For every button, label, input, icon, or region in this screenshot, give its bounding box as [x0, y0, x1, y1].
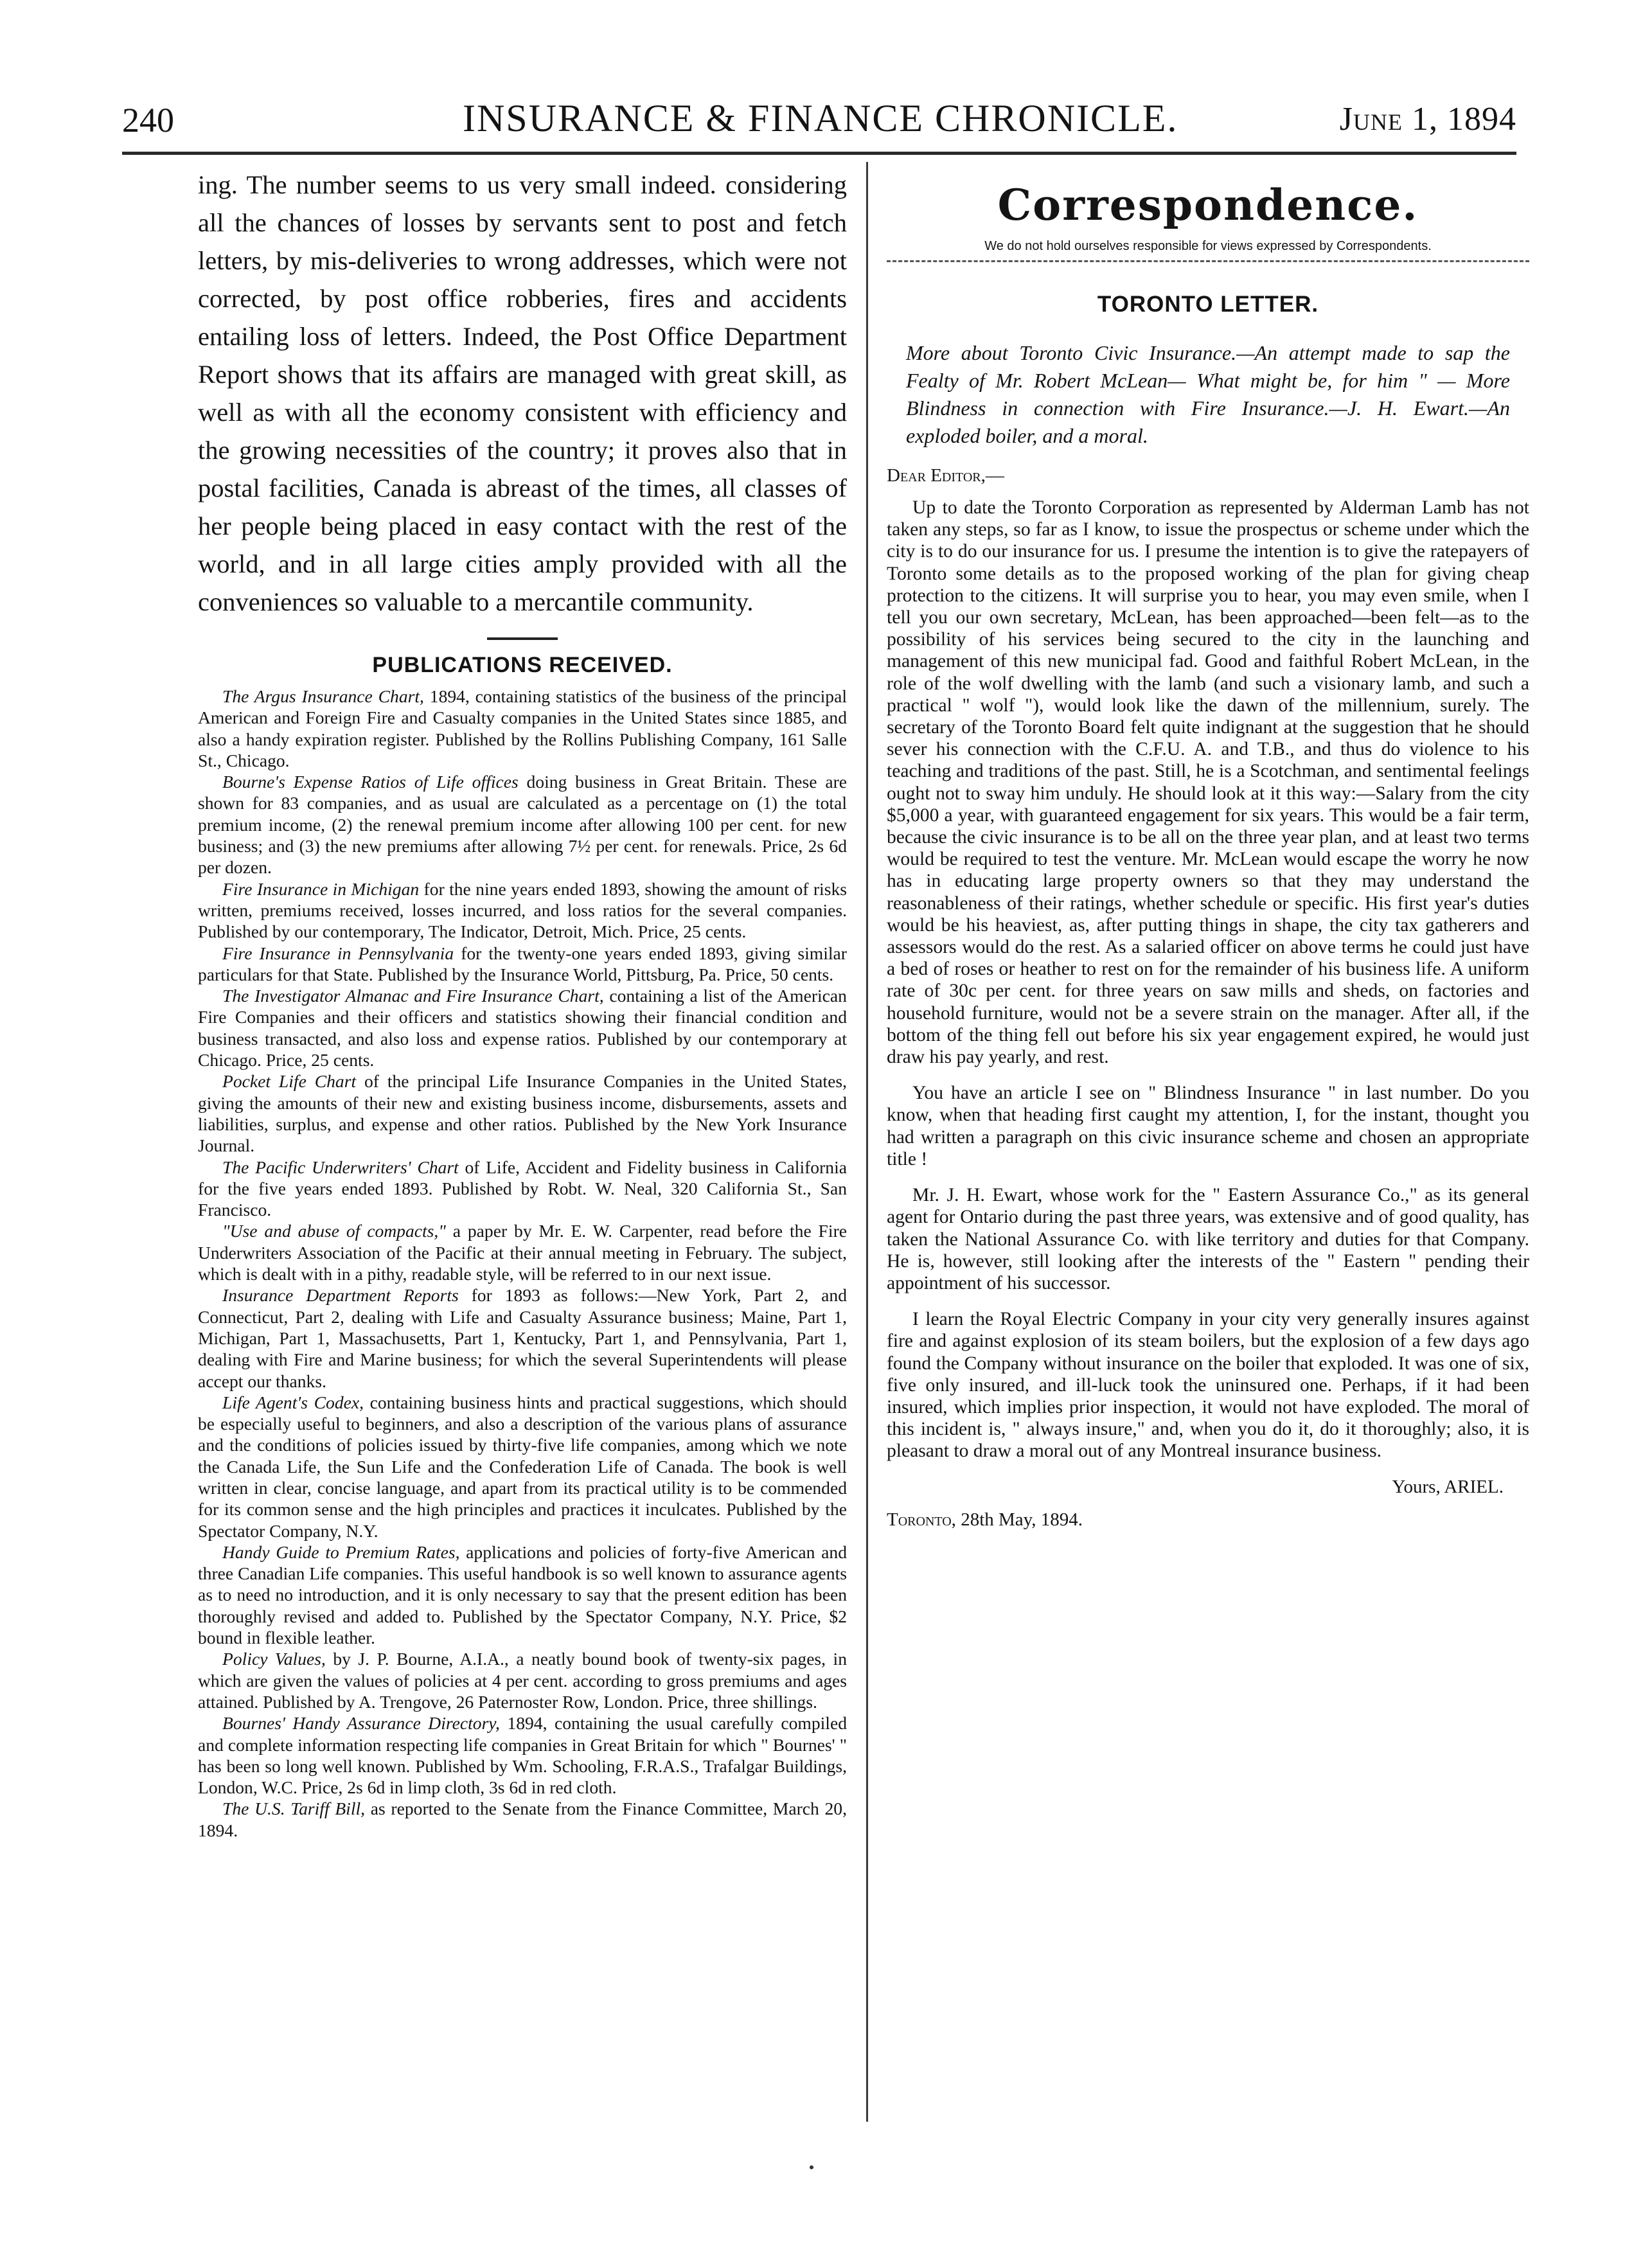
masthead: INSURANCE & FINANCE CHRONICLE. [463, 97, 1178, 139]
publication-title: Fire Insurance in Michigan [222, 878, 420, 899]
publication-title: "Use and abuse of compacts," [222, 1221, 446, 1241]
page-header [122, 96, 1516, 141]
section-separator [487, 637, 558, 640]
correspondence-title: Correspondence. [997, 180, 1419, 230]
publication-description: by J. P. Bourne, A.I.A., a neatly bound book of twenty-six pages, in which are given the values of policies at 4 per cent. according to gross premiums and ages attained. Published by A. Trengove, 26 Paternoster Row, London. Price, three shillings. [198, 1649, 847, 1712]
publication-description: for 1893 as follows:—New York, Part 2, and Connecticut, Part 2, dealing with Life and Casualty Assurance business; Maine, Part 1, Michigan, Part 1, Massachusetts, Part 1, Kentucky, Part 1, and Pennsylvania, Part 1, dealing with Fire and Marine business; for which the several Superintendents will please accept our thanks. [198, 1285, 847, 1391]
publication-title: The U.S. Tariff Bill, [222, 1799, 366, 1819]
publication-entry [198, 1284, 847, 1391]
page-number: 240 [122, 101, 174, 139]
publication-entry [198, 985, 847, 1070]
publication-description: doing business in Great Britain. These are shown for 83 companies, and as usual are calculated as a percentage on (1) the total premium income, (2) the renewal premium income after allowing 100 per cent. for new business; and (3) the new premiums after allowing 7½ per cent. for renewals. Price, 2s 6d per dozen. [198, 772, 847, 878]
dateline [887, 1509, 1529, 1531]
publication-title: Policy Values, [222, 1649, 326, 1669]
dateline-date: 28th May, 1894. [961, 1509, 1083, 1530]
publication-description: of Life, Accident and Fidelity business in California for the five years ended 1893. Published by Robt. W. Neal, 320 California St., San Francisco. [198, 1157, 847, 1220]
publication-title: Bourne's Expense Ratios of Life offices [222, 772, 519, 792]
publication-title: Handy Guide to Premium Rates, [222, 1541, 460, 1562]
right-column [887, 166, 1529, 1531]
letter-paragraph: I learn the Royal Electric Company in your city very generally insures against fire and against explosion of its steam boilers, but the explosion of a few days ago found the Company without insurance on the boiler that exploded. It was one of six, five only insured, and ill-luck took the uninsured one. Perhaps, if it had been insured, which implies prior inspection, it would not have exploded. The moral of this incident is, " always insure," and, when you do it, do it thoroughly; also, it is pleasant to draw a moral out of any Montreal insurance business. [887, 1309, 1529, 1462]
publication-description: containing business hints and practical suggestions, which should be especially useful to beginners, and also a description of the various plans of assurance and the conditions of policies issued by thirty-five life companies, among which we note the Canada Life, the Sun Life and the Confederation Life of Canada. The book is well written in clear, concise language, and apart from its practical utility is to be commended for its common sense and the high principles and practices it inculcates. Published by the Spectator Company, N.Y. [198, 1392, 848, 1541]
publication-entry [198, 686, 847, 771]
column-divider [866, 162, 868, 2122]
publication-entry [198, 771, 847, 878]
publication-description: applications and policies of forty-five American and three Canadian Life companies. This useful handbook is so well known to assurance agents as to need no introduction, and it is only necessary to say that the present edition has been thoroughly revised and added to. Published by the Spectator Company, N.Y. Price, $2 bound in flexible leather. [198, 1541, 847, 1648]
publication-description: as reported to the Senate from the Finance Committee, March 20, 1894. [198, 1799, 847, 1840]
lead-paragraph: ing. The number seems to us very small indeed. considering all the chances of losses by servants sent to post and fetch letters, by mis-deliveries to wrong addresses, which were not corrected, by post office robberies, fires and accidents entailing loss of letters. Indeed, the Post Office Department Report shows that its affairs are managed with great skill, as well as with all the economy consistent with efficiency and the growing necessities of the country; it proves also that in postal facilities, Canada is abreast of the times, all classes of her people being placed in easy contact with the rest of the world, and in all large cities amply provided with all the conveniences so valuable to a mercantile community. [198, 170, 847, 616]
publication-description: for the twenty-one years ended 1893, giving similar particulars for that State. Published by the Insurance World, Pittsburg, Pa. Price, 50 cents. [198, 943, 847, 984]
publication-entry [198, 1070, 847, 1156]
publication-entry [198, 1712, 847, 1798]
publication-entry [198, 1648, 847, 1712]
publication-entry [198, 943, 847, 986]
issue-date: June 1, 1894 [1339, 101, 1516, 138]
publication-title: Bournes' Handy Assurance Directory, [222, 1713, 500, 1734]
publication-entry [198, 1157, 847, 1221]
publication-description: 1894, containing statistics of the business of the principal American and Foreign Fire and Casualty companies in the United States since 1885, and also a handy expiration register. Published by the Rollins Publishing Company, 161 Salle St., Chicago. [198, 686, 847, 770]
disclaimer: We do not hold ourselves responsible for views expressed by Correspondents. [984, 239, 1432, 253]
publication-entry [198, 878, 847, 943]
signoff: Yours, ARIEL. [1392, 1476, 1504, 1497]
publication-entry [198, 1392, 847, 1541]
letter-subheading: More about Toronto Civic Insurance.—An attempt made to sap the Fealty of Mr. Robert McLean— What might be, for him " — More Blindness in connection with Fire Insurance.—J. H. Ewart.—An exploded boiler, and a moral. [906, 341, 1510, 447]
publication-description: of the principal Life Insurance Companies in the United States, giving the amounts of their new and existing business income, disbursements, assets and liabilities, surplus, and expense and other ratios. Published by the New York Insurance Journal. [198, 1071, 847, 1156]
letter-heading: TORONTO LETTER. [1097, 292, 1319, 317]
letter-paragraph: You have an article I see on " Blindness Insurance " in last number. Do you know, when that heading first caught my attention, I, for the instant, thought you had written a paragraph on this civic insurance scheme and chosen an appropriate title ! [887, 1083, 1529, 1169]
letter-paragraph: Mr. J. H. Ewart, whose work for the " Eastern Assurance Co.," as its general agent for Ontario during the past three years, was extensive and of good quality, has taken the National Assurance Co. with like territory and duties for that Company. He is, however, still looking after the interests of the " Eastern " pending their appointment of his successor. [887, 1185, 1529, 1293]
publication-title: Pocket Life Chart [222, 1071, 357, 1092]
footer-dot [810, 2165, 813, 2169]
left-column [198, 166, 847, 1841]
publication-title: Insurance Department Reports [222, 1285, 459, 1306]
publication-title: The Argus Insurance Chart, [222, 686, 424, 706]
publications-heading: PUBLICATIONS RECEIVED. [372, 653, 673, 677]
dashed-rule [887, 260, 1529, 262]
publication-title: Fire Insurance in Pennsylvania [222, 943, 454, 963]
publication-entry [198, 1541, 847, 1648]
publication-entry [198, 1798, 847, 1841]
publications-list [198, 686, 847, 1841]
publication-title: The Investigator Almanac and Fire Insurance Chart, [222, 986, 604, 1006]
header-rule [122, 152, 1516, 155]
publication-title: Life Agent's Codex, [222, 1392, 364, 1412]
dateline-place: Toronto, [887, 1509, 956, 1530]
publication-title: The Pacific Underwriters' Chart [222, 1157, 459, 1177]
publication-description: 1894, containing the usual carefully compiled and complete information respecting life companies in Great Britain for which " Bournes' " has been so long well known. Published by Wm. Schooling, F.R.A.S., Trafalgar Buildings, London, W.C. Price, 2s 6d in limp cloth, 3s 6d in red cloth. [198, 1713, 848, 1798]
publication-description: for the nine years ended 1893, showing the amount of risks written, premiums received, losses incurred, and loss ratios for the several companies. Published by our contemporary, The Indicator, Detroit, Mich. Price, 25 cents. [198, 878, 847, 942]
letter-paragraph: Up to date the Toronto Corporation as represented by Alderman Lamb has not taken any steps, so far as I know, to issue the prospectus or scheme under which the city is to do our insurance for us. I presume the intention is to give the ratepayers of Toronto some details as to the proposed working of the plan for giving cheap protection to the citizens. It will surprise you to hear, you may even smile, when I tell you our own secretary, McLean, has been approached—been felt—as to the possibility of his services being secured to the city in the launching and management of this new municipal fad. Good and faithful Robert McLean, in the role of the wolf dwelling with the lamb (and such a visionary lamb, and such a practical " wolf "), would look like the dawn of the millennium, surely. The secretary of the Toronto Board felt quite indignant at the suggestion that he should sever his connection with the C.F.U. A. and T.B., and thus do violence to his teaching and traditions of the past. Still, he is a Scotchman, and sentimental feelings ought not to sway him unduly. He should look at it this way:—Salary from the city $5,000 a year, with guaranteed engagement for six years. This would be a fair term, because the civic insurance is to be all on the three year plan, and at least two terms would be required to test the venture. Mr. McLean would escape the worry he now has in educating large property owners so that they may understand the reasonableness of their ratings, whether schedule or specific. His first year's duties would be his heaviest, as, after putting things in shape, the city tax gatherers and assessors would do the rest. As a salaried officer on above terms he could just have a bed of roses or heather to rest on for the remainder of his business life. A uniform rate of 30c per cent. for three years on saw mills and sheds, on factories and household furniture, would not be a severe strain on the manager. After all, if the bottom of the thing fell out before his six year engagement expired, he would just draw his pay yearly, and rest. [887, 497, 1529, 1068]
salutation: Dear Editor,— [887, 465, 1004, 486]
publication-description: a paper by Mr. E. W. Carpenter, read before the Fire Underwriters Association of the Pacific at their annual meeting in February. The subject, which is dealt with in a pithy, readable style, will be referred to in our next issue. [198, 1221, 848, 1284]
publication-entry [198, 1220, 847, 1284]
publication-description: containing a list of the American Fire Companies and their officers and statistics showing their financial condition and business transacted, and also loss and expense ratios. Published by our contemporary at Chicago. Price, 25 cents. [198, 986, 847, 1070]
